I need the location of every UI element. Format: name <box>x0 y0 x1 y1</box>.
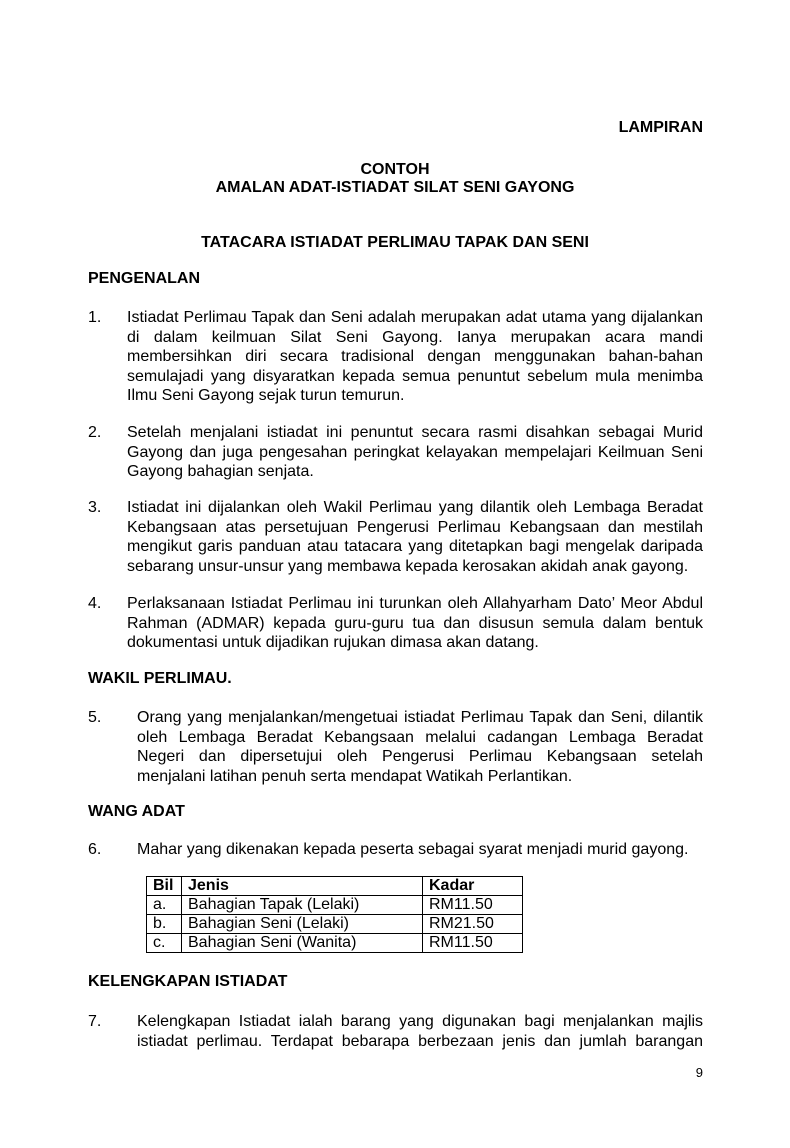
para-2 <box>127 423 703 482</box>
table-cell: RM11.50 <box>423 934 523 953</box>
subtitle: TATACARA ISTIADAT PERLIMAU TAPAK DAN SENI <box>201 234 589 251</box>
para-1 <box>127 308 703 406</box>
para-3-number: 3. <box>88 499 102 516</box>
table-header-bil: Bil <box>147 877 182 896</box>
lampiran-label: LAMPIRAN <box>618 119 703 136</box>
page-number: 9 <box>695 1065 703 1080</box>
table-cell: Bahagian Tapak (Lelaki) <box>182 896 423 915</box>
para-1-line: Istiadat Perlimau Tapak dan Seni adalah merupakan adat utama yang dijalankan <box>127 309 703 326</box>
para-6-number: 6. <box>88 841 102 858</box>
para-6 <box>137 840 703 860</box>
para-5-line: Negeri dan dipersetujui oleh Pengerusi Perlimau Kebangsaan setelah <box>137 748 703 765</box>
table-header-row <box>147 877 523 896</box>
para-5-line: menjalani latihan penuh serta mendapat Watikah Perlantikan. <box>137 767 573 785</box>
table-cell: Bahagian Seni (Wanita) <box>182 934 423 953</box>
table-row <box>147 896 523 915</box>
table-cell: RM21.50 <box>423 915 523 934</box>
table-cell: Bahagian Seni (Lelaki) <box>182 915 423 934</box>
para-6-line: Mahar yang dikenakan kepada peserta sebagai syarat menjadi murid gayong. <box>137 841 689 858</box>
title-main: AMALAN ADAT-ISTIADAT SILAT SENI GAYONG <box>215 179 575 196</box>
para-2-line: Gayong dan juga pengesahan peringkat kelayakan mempelajari Keilmuan Seni <box>127 443 703 461</box>
para-7-line: Kelengkapan Istiadat ialah barang yang digunakan bagi menjalankan majlis <box>137 1013 703 1030</box>
title-contoh: CONTOH <box>360 161 430 178</box>
table-cell: RM11.50 <box>423 896 523 915</box>
para-2-line: Setelah menjalani istiadat ini penuntut secara rasmi disahkan sebagai Murid <box>127 424 703 441</box>
table-row <box>147 915 523 934</box>
para-2-line: Gayong bahagian senjata. <box>127 463 314 480</box>
table-header-kadar: Kadar <box>423 877 523 896</box>
wang-adat-table <box>146 876 523 953</box>
table-cell: b. <box>147 915 182 934</box>
table-cell: a. <box>147 896 182 915</box>
para-1-line: di dalam keilmuan Silat Seni Gayong. Ianya merupakan acara mandi <box>127 328 703 346</box>
para-1-line: semulajadi yang disyaratkan kepada semua penuntut sebelum mula menimba <box>127 367 703 385</box>
para-4-line: dokumentasi untuk dijadikan rujukan dimasa akan datang. <box>127 634 539 651</box>
para-3-line: mengikut garis panduan atau tatacara yang ditetapkan bagi mengelak daripada <box>127 538 703 555</box>
para-1-line: membersihkan diri secara tradisional dengan menggunakan bahan-bahan <box>127 348 703 365</box>
para-3 <box>127 498 703 576</box>
para-7-line: istiadat perlimau. Terdapat bebarapa berbezaan jenis dan jumlah barangan <box>137 1032 703 1050</box>
heading-wakil-perlimau: WAKIL PERLIMAU. <box>88 670 232 687</box>
table-row <box>147 934 523 953</box>
heading-pengenalan: PENGENALAN <box>88 270 201 287</box>
para-4-line: Rahman (ADMAR) kepada guru-guru tua dan disusun semula dalam bentuk <box>127 614 703 632</box>
para-2-number: 2. <box>88 424 102 441</box>
para-5-number: 5. <box>88 709 102 726</box>
table-cell: c. <box>147 934 182 953</box>
table-header-jenis: Jenis <box>182 877 423 896</box>
para-4 <box>127 594 703 653</box>
para-5 <box>137 708 703 786</box>
para-4-line: Perlaksanaan Istiadat Perlimau ini turunkan oleh Allahyarham Dato’ Meor Abdul <box>127 595 703 612</box>
para-1-line: Ilmu Seni Gayong sejak turun temurun. <box>127 387 405 404</box>
para-5-line: oleh Lembaga Beradat Kebangsaan melalui cadangan Lembaga Beradat <box>137 728 703 746</box>
para-5-line: Orang yang menjalankan/mengetuai istiadat Perlimau Tapak dan Seni, dilantik <box>137 709 703 726</box>
para-7 <box>137 1012 703 1051</box>
para-7-number: 7. <box>88 1013 102 1030</box>
heading-wang-adat: WANG ADAT <box>88 803 185 820</box>
heading-kelengkapan-istiadat: KELENGKAPAN ISTIADAT <box>88 973 288 990</box>
para-3-line: Kebangsaan atas persetujuan Pengerusi Perlimau Kebangsaan dan mestilah <box>127 518 703 536</box>
para-4-number: 4. <box>88 595 102 612</box>
para-1-number: 1. <box>88 309 102 326</box>
para-3-line: Istiadat ini dijalankan oleh Wakil Perlimau yang dilantik oleh Lembaga Beradat <box>127 499 703 516</box>
para-3-line: sebarang unsur-unsur yang membawa kepada kerosakan akidah anak gayong. <box>127 557 689 575</box>
